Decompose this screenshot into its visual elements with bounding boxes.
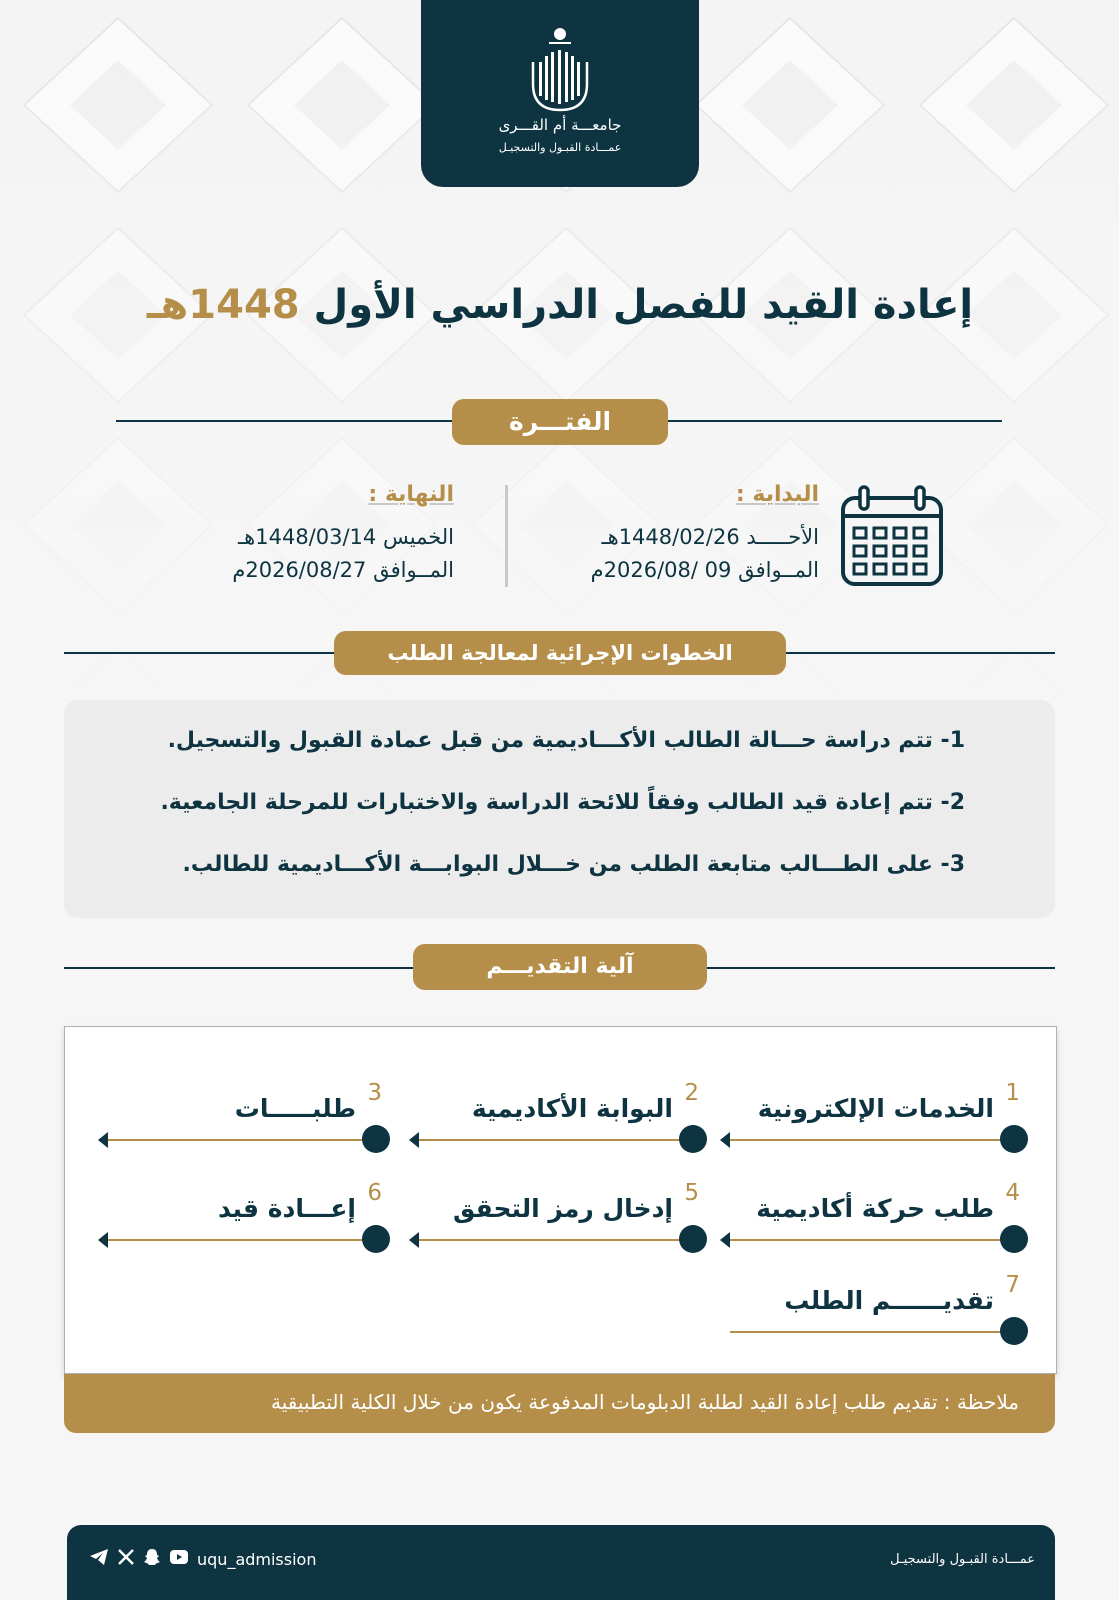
- footer: [67, 1525, 1055, 1600]
- procedure-step: 1- تتم دراسة حـــالة الطالب الأكـــاديمية من قبل عمادة القبول والتسجيل.: [167, 728, 965, 753]
- step-dot: [1000, 1125, 1028, 1153]
- arrow-left-icon: [409, 1132, 419, 1148]
- step-dot: [362, 1125, 390, 1153]
- step-label: إعـــادة قيد: [218, 1194, 356, 1223]
- snapchat-icon[interactable]: [143, 1548, 161, 1571]
- start-gregorian: المــوافق 09 /2026/08م: [590, 558, 819, 582]
- university-emblem-icon: [525, 22, 595, 112]
- start-hijri: الأحـــــد 1448/02/26هـ: [601, 525, 819, 549]
- step-number: 7: [1005, 1272, 1020, 1298]
- step-number: 4: [1005, 1180, 1020, 1206]
- mechanism-step-3: [100, 1080, 384, 1154]
- university-name: جامعـــة أم القـــرى: [498, 116, 622, 134]
- step-label: الخدمات الإلكترونية: [757, 1094, 994, 1123]
- step-label: تقديــــــم الطلب: [784, 1286, 994, 1315]
- step-dot: [1000, 1317, 1028, 1345]
- step-number: 5: [684, 1180, 699, 1206]
- mechanism-step-5: [411, 1180, 701, 1254]
- end-gregorian: المــوافق 2026/08/27م: [232, 558, 454, 582]
- university-logo: [421, 0, 699, 187]
- step-dot: [679, 1125, 707, 1153]
- deanship-name: عمـــادة القبـول والتسجيـل: [498, 141, 622, 154]
- end-label: النهاية :: [368, 482, 454, 507]
- mechanism-step-1: [722, 1080, 1022, 1154]
- arrow-left-icon: [409, 1232, 419, 1248]
- title-text: إعادة القيد للفصل الدراسي الأول: [313, 282, 974, 328]
- footer-dept: عمـــادة القبـول والتسجيـل: [890, 1552, 1035, 1567]
- social-handle[interactable]: uqu_admission: [197, 1550, 317, 1569]
- social-links: [89, 1548, 316, 1571]
- youtube-icon[interactable]: [169, 1549, 189, 1570]
- step-number: 3: [367, 1080, 382, 1106]
- date-divider: [505, 485, 508, 587]
- step-label: طلبـــــات: [234, 1094, 356, 1123]
- mechanism-step-6: [100, 1180, 384, 1254]
- page-title: [100, 282, 1020, 328]
- period-heading: الفتـــرة: [452, 399, 668, 445]
- step-label: طلب حركة أكاديمية: [756, 1194, 994, 1223]
- calendar-icon: [840, 484, 944, 588]
- procedures-heading: الخطوات الإجرائية لمعالجة الطلب: [334, 631, 786, 675]
- procedures-box: [64, 700, 1055, 918]
- arrow-left-icon: [98, 1132, 108, 1148]
- step-dot: [1000, 1225, 1028, 1253]
- step-dot: [679, 1225, 707, 1253]
- step-number: 1: [1005, 1080, 1020, 1106]
- start-label: البداية :: [735, 482, 819, 507]
- x-icon[interactable]: [117, 1548, 135, 1571]
- step-dot: [362, 1225, 390, 1253]
- procedure-step: 2- تتم إعادة قيد الطالب وفقاً للائحة الدراسة والاختبارات للمرحلة الجامعية.: [160, 790, 965, 815]
- mechanism-step-2: [411, 1080, 701, 1154]
- step-label: إدخال رمز التحقق: [452, 1194, 673, 1223]
- arrow-left-icon: [720, 1132, 730, 1148]
- note-bar: [64, 1374, 1055, 1433]
- title-year: 1448هـ: [146, 282, 300, 328]
- mechanism-box: [64, 1026, 1057, 1374]
- end-hijri: الخميس 1448/03/14هـ: [238, 525, 454, 549]
- mechanism-heading: آلية التقديـــم: [413, 944, 707, 990]
- procedure-step: 3- على الطـــالب متابعة الطلب من خـــلال البوابـــة الأكـــاديمية للطالب.: [182, 852, 965, 877]
- step-number: 6: [367, 1180, 382, 1206]
- step-number: 2: [684, 1080, 699, 1106]
- mechanism-step-4: [722, 1180, 1022, 1254]
- mechanism-step-7: [722, 1272, 1022, 1346]
- step-label: البوابة الأكاديمية: [471, 1094, 673, 1123]
- note-text: ملاحظة : تقديم طلب إعادة القيد لطلبة الدبلومات المدفوعة يكون من خلال الكلية التطبيقية: [271, 1390, 1019, 1414]
- telegram-icon[interactable]: [89, 1548, 109, 1571]
- arrow-left-icon: [98, 1232, 108, 1248]
- arrow-left-icon: [720, 1232, 730, 1248]
